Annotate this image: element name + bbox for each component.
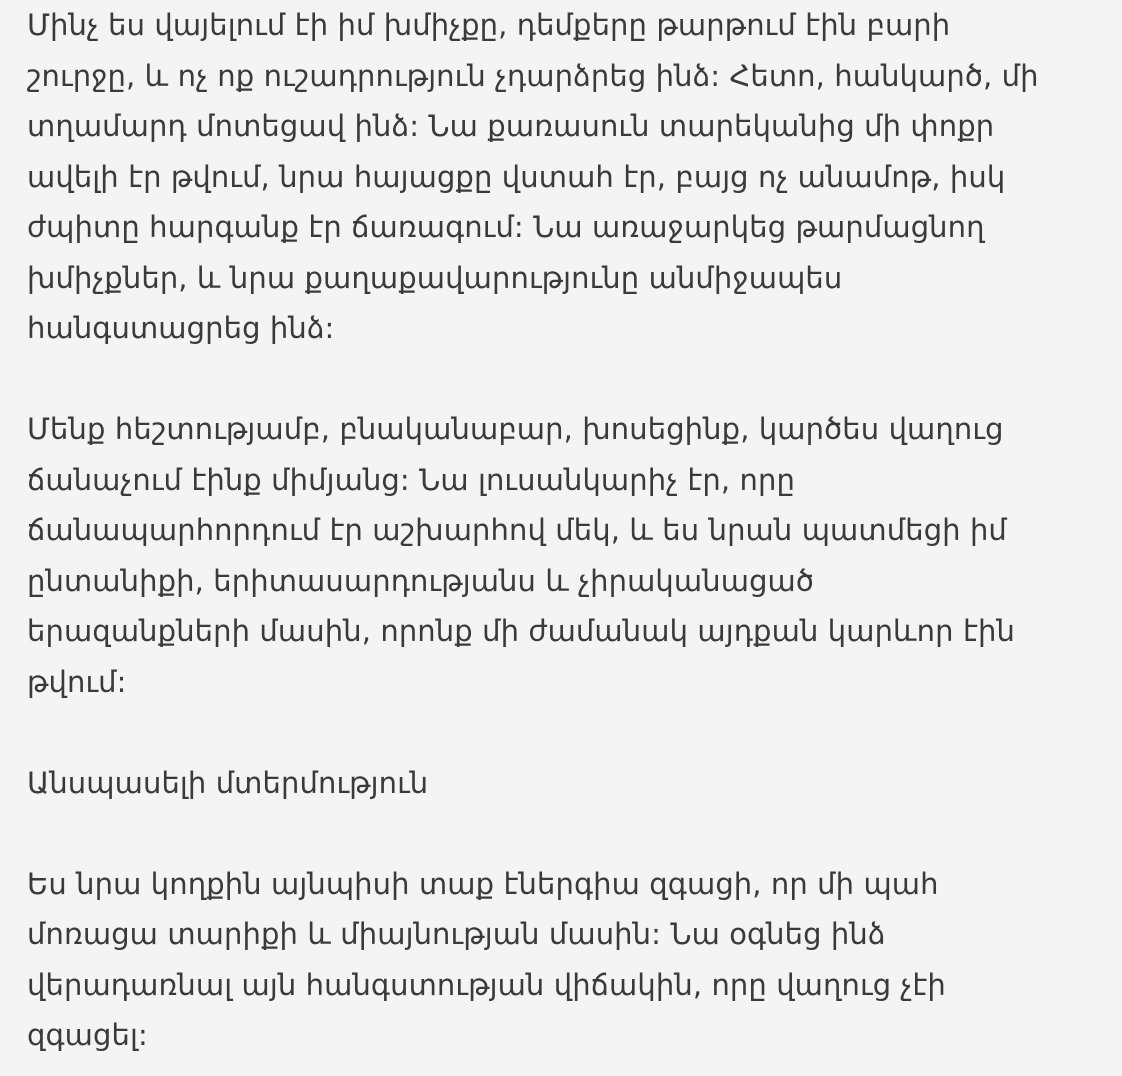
text-line: մոռացա տարիքի և միայնության մասին: Նա օգնեց ինձ <box>27 917 886 951</box>
text-line: խմիչքներ, և նրա քաղաքավարությունը անմիջապես <box>27 260 843 295</box>
text-line: շուրջը, և ոչ ոք ուշադրություն չդարձրեց ինձ: Հետո, հանկարծ, մի <box>27 58 1039 93</box>
text-line: ժպիտը հարգանք էր ճառագում: Նա առաջարկեց թարմացնող <box>27 210 985 244</box>
paragraph-spacer <box>27 707 1097 758</box>
text-line: զգացել: <box>27 1018 148 1052</box>
text-line: հանգստացրեց ինձ: <box>27 311 335 345</box>
text-line: Մինչ ես վայելում էի իմ խմիչքը, դեմքերը թարթում էին բարի <box>27 8 951 42</box>
text-line: ճանապարհորդում էր աշխարհով մեկ, և ես նրան պատմեցի իմ <box>27 513 1007 547</box>
text-line: տղամարդ մոտեցավ ինձ: Նա քառասուն տարեկանից մի փոքր <box>27 109 995 143</box>
paragraph-2 <box>27 404 1097 707</box>
text-line: թվում: <box>27 664 127 699</box>
text-line: Մենք հեշտությամբ, բնականաբար, խոսեցինք, կարծես վաղուց <box>27 412 1004 446</box>
text-line: երազանքների մասին, որոնք մի ժամանակ այդքան կարևոր էին <box>27 614 1015 648</box>
heading-text: Անսպասելի մտերմություն <box>27 765 429 800</box>
text-line: վերադառնալ այն հանգստության վիճակին, որը վաղուց չէի <box>27 967 946 1002</box>
paragraph-spacer <box>27 808 1097 859</box>
text-line: ընտանիքի, երիտասարդությանս և չիրականացած <box>27 563 815 598</box>
text-line: Ես նրա կողքին այնպիսի տաք էներգիա զգացի, որ մի պահ <box>27 866 939 901</box>
paragraph-3 <box>27 859 1097 1061</box>
document-body <box>27 0 1097 1061</box>
section-heading <box>27 758 1097 809</box>
text-line: ճանաչում էինք միմյանց: Նա լուսանկարիչ էր, որը <box>27 462 795 497</box>
text-line: ավելի էր թվում, նրա հայացքը վստահ էր, բայց ոչ անամոթ, իսկ <box>27 159 1006 194</box>
paragraph-1 <box>27 0 1097 354</box>
paragraph-spacer <box>27 354 1097 405</box>
